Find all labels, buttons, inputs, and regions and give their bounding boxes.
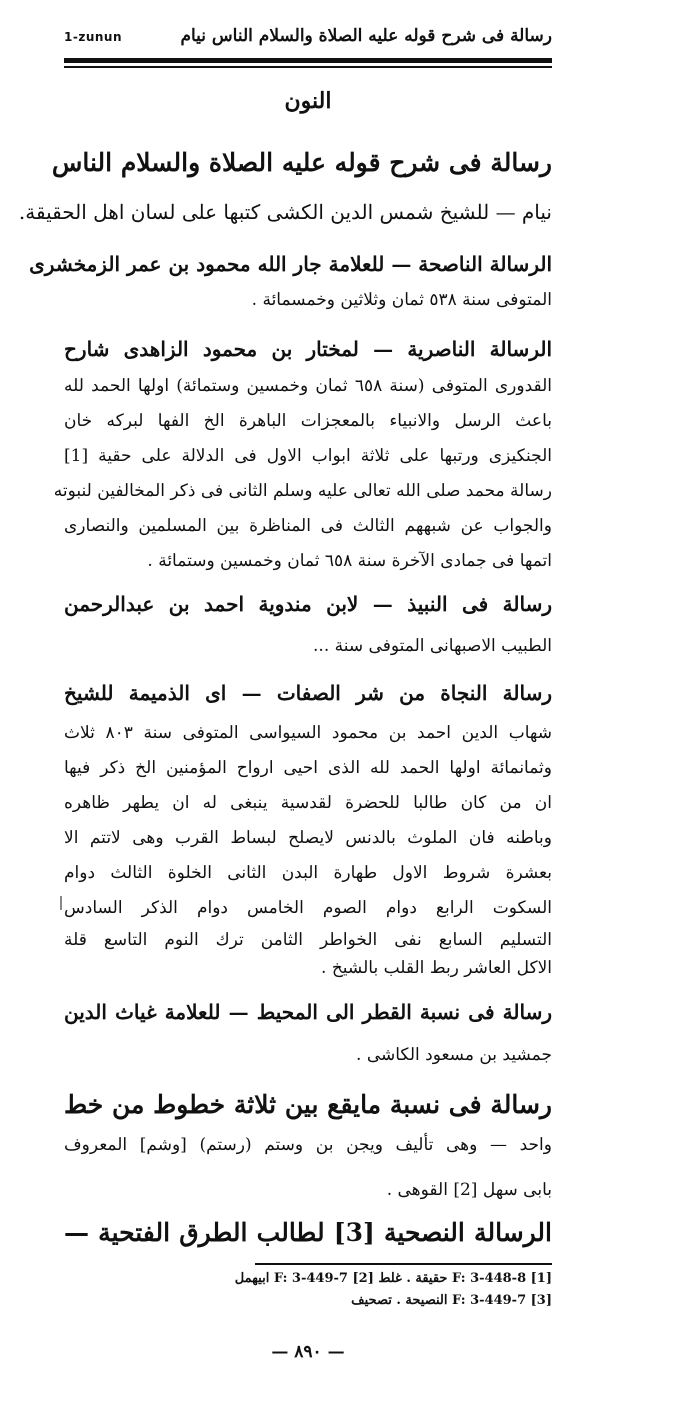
text-line: الاكل العاشر ربط القلب بالشيخ . [321, 958, 552, 978]
text-line: التسليم السابع نفى الخواطر الثامن ترك النوم التاسع قلة [64, 930, 552, 950]
header-rule-thick [64, 58, 552, 63]
footnote: [1] F: 3-448-8 حقيقة . غلط [2] F: 3-449-7 ابيهمل [234, 1271, 552, 1286]
entry-title-line: رسالة فى شرح قوله عليه الصلاة والسلام الناس [51, 148, 552, 177]
text-line: نيام — للشيخ شمس الدين الكشى كتبها على لسان اهل الحقيقة. [18, 200, 552, 224]
text-line: شهاب الدين احمد بن محمود السيواسى المتوفى سنة ٨٠٣ ثلاث [64, 723, 552, 743]
entry-title-line: رسالة فى نسبة مايقع بين ثلاثة خطوط من خط [64, 1090, 552, 1119]
footnote: [3] F: 3-449-7 النصيحة . تصحيف [351, 1293, 552, 1308]
text-line: القدورى المتوفى (سنة ٦٥٨ ثمان وخمسين وستمائة) اولها الحمد لله [64, 376, 552, 396]
text-line: وثمانمائة اولها الحمد لله الذى احيى ارواح المؤمنين الخ ذكر فيها [64, 758, 552, 778]
entry-title-line: الرسالة النصحية [3] لطالب الطرق الفتحية — [64, 1218, 552, 1247]
text-line: ان من كان طالبا للحضرة لقدسية ينبغى له ان يطهر ظاهره [64, 793, 552, 813]
section-heading: النون [284, 88, 332, 114]
text-line: الجنكيزى ورتبها على ثلاثة ابواب الاول فى الدلالة على حقية [1] [64, 446, 552, 466]
header-rule-thin [64, 66, 552, 68]
folio-mark: 1-zunun [64, 30, 122, 44]
running-head [64, 26, 552, 56]
running-title: رسالة فى شرح قوله عليه الصلاة والسلام الناس نيام [180, 26, 552, 46]
text-line: وباطنه فان الملوث بالدنس لايصلح لبساط القرب وهى لاتتم الا [64, 828, 552, 848]
text-line: بعشرة شروط الاول طهارة البدن الثانى الخلوة الثالث دوام [64, 863, 552, 883]
footnote-rule [255, 1263, 552, 1265]
margin-mark [60, 896, 62, 910]
text-line: الطبيب الاصبهانى المتوفى سنة ... [313, 636, 552, 656]
entry-title-line: الرسالة الناصرية — لمختار بن محمود الزاهدى شارح [64, 337, 552, 361]
text-line: رسالة محمد صلى الله تعالى عليه وسلم الثانى فى ذكر المخالفين لنبوته [53, 481, 552, 501]
text-line: المتوفى سنة ٥٣٨ ثمان وثلاثين وخمسمائة . [251, 290, 552, 310]
entry-title-line: الرسالة الناصحة — للعلامة جار الله محمود بن عمر الزمخشرى [29, 252, 552, 276]
entry-title-line: رسالة فى النبيذ — لابن مندوية احمد بن عبدالرحمن [64, 592, 552, 616]
text-line: جمشيد بن مسعود الكاشى . [356, 1045, 552, 1065]
text-line: واحد — وهى تأليف ويجن بن وستم (رستم) [وشم] المعروف [64, 1135, 552, 1155]
text-line: والجواب عن شبههم الثالث فى المناظرة بين المسلمين والنصارى [64, 516, 552, 536]
text-line: اتمها فى جمادى الآخرة سنة ٦٥٨ ثمان وخمسين وستمائة . [147, 551, 552, 571]
text-line: باعث الرسل والانبياء بالمعجزات الباهرة الخ الفها لبركه خان [64, 411, 552, 431]
text-line: بابى سهل [2] القوهى . [386, 1180, 552, 1200]
text-line: السكوت الرابع دوام الصوم الخامس دوام الذكر السادس [64, 898, 552, 918]
entry-title-line: رسالة فى نسبة القطر الى المحيط — للعلامة غياث الدين [64, 1000, 552, 1024]
page-number: — ٨٩٠ — [271, 1342, 345, 1362]
entry-title-line: رسالة النجاة من شر الصفات — اى الذميمة للشيخ [64, 681, 552, 705]
